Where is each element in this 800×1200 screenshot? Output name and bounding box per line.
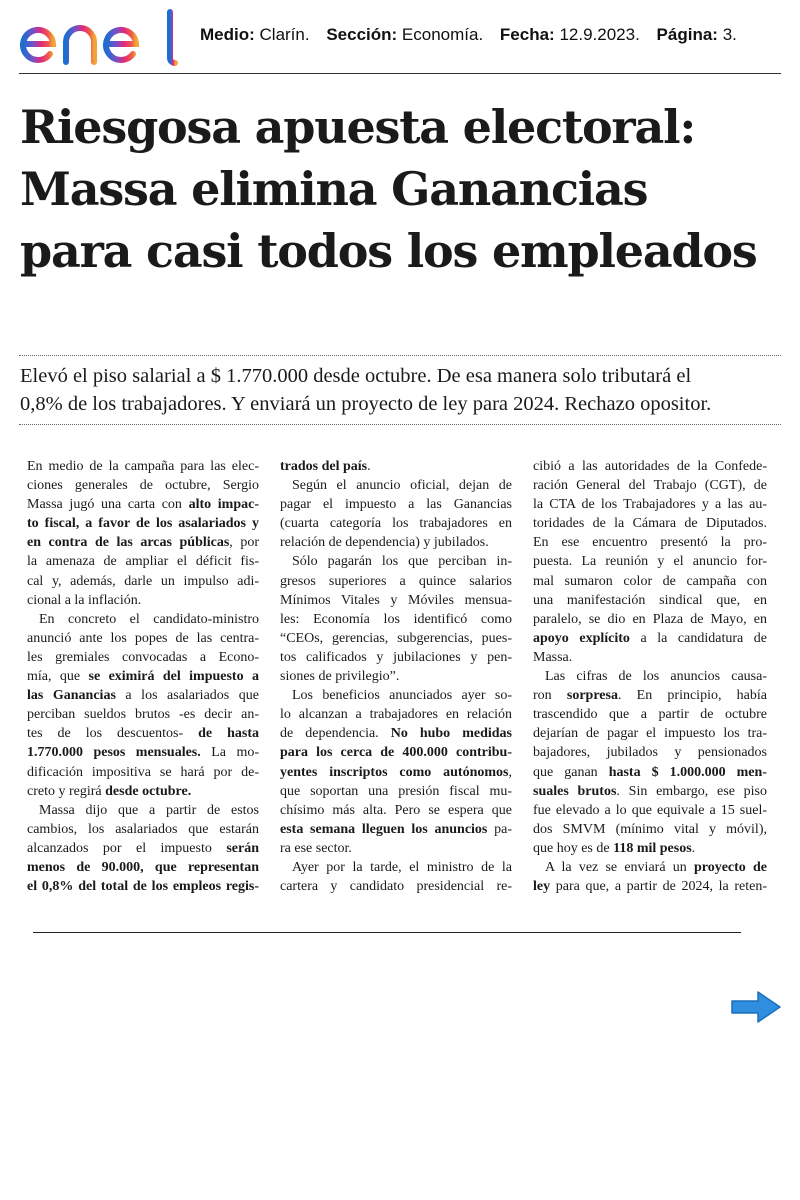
article-text-line [533, 763, 767, 782]
medio-value: Clarín. [259, 25, 310, 44]
article-text-line [280, 591, 512, 610]
text-run: cal y, además, darle un impulso adi- [27, 573, 259, 589]
article-text-line [533, 552, 767, 571]
article-text-line [280, 743, 512, 762]
text-run: anunció ante los popes de las centra- [27, 630, 259, 646]
article-text-line [27, 763, 259, 782]
headline-line: Massa elimina Ganancias [20, 162, 648, 216]
article-text-line [27, 648, 259, 667]
article-text-line [280, 763, 512, 782]
text-run: trascendido que a partir de octubre [533, 707, 767, 723]
bold-text: trados del país [280, 459, 368, 474]
article-text-line [27, 839, 259, 858]
text-run: Massa. [533, 649, 573, 665]
text-run: Mínimos Vitales y Móviles mensua- [280, 592, 512, 608]
clipping-meta [200, 25, 737, 45]
text-run: cartera y candidato presidencial re- [280, 879, 512, 895]
article-text-line [533, 629, 767, 648]
article-text-line [27, 476, 259, 495]
text-run: ron [533, 688, 567, 704]
text-run: alcanzados por el impuesto [27, 840, 227, 856]
article-text-line [27, 514, 259, 533]
article-text-line [280, 705, 512, 724]
article-text-line [27, 686, 259, 705]
article-text-line [533, 610, 767, 629]
text-run: que hoy es de [533, 840, 614, 856]
subhead-divider-bottom [19, 424, 781, 425]
bold-text: menos de 90.000, que representan [27, 859, 259, 875]
article-text-line [27, 533, 259, 552]
text-run: relación de dependencia) y jubilados. [280, 535, 489, 551]
header-divider [19, 73, 781, 74]
article-text-line [280, 667, 512, 686]
article-text-line [27, 820, 259, 839]
bold-text: yentes inscriptos como autónomos [280, 764, 509, 780]
text-run: . En principio, había [617, 688, 767, 704]
article-text-line [280, 572, 512, 591]
article-text-line [280, 514, 512, 533]
text-run: fue elevado a lo que equivale a 15 suel- [533, 802, 767, 818]
article-text-line [27, 552, 259, 571]
article-text-line [533, 686, 767, 705]
text-run: paralelo, se dio en Plaza de Mayo, en [533, 611, 767, 627]
article-text-line [27, 877, 259, 896]
article-text-line [280, 686, 512, 705]
text-run: Ayer por la tarde, el ministro de la [292, 859, 512, 875]
article-text-line [280, 552, 512, 571]
article-text-line [280, 782, 512, 801]
seccion-label: Sección: [326, 25, 398, 44]
text-run: a los asalariados que [115, 688, 259, 704]
article-text-line [280, 457, 512, 476]
article-text-line [533, 858, 767, 877]
bold-text: hasta $ 1.000.000 men- [608, 764, 767, 780]
text-run: Los beneficios anunciados ayer so- [292, 688, 512, 704]
article-text-line [533, 533, 767, 552]
text-run: , por [229, 535, 259, 551]
bold-text: proyecto de [693, 859, 767, 875]
article-text-line [533, 877, 767, 896]
text-run: En concreto el candidato-ministro [39, 611, 259, 627]
text-run: les gremiales convocadas a Econo- [27, 649, 259, 665]
bold-text: ley [533, 879, 551, 895]
article-text-line [280, 533, 512, 552]
article-text-line [280, 495, 512, 514]
text-run: toridades de la Cámara de Diputados. [533, 516, 767, 532]
text-run: , [508, 764, 512, 780]
text-run: creto y regirá [27, 783, 106, 799]
text-run: mal sumaron color de campaña con [533, 573, 767, 589]
article-text-line [533, 667, 767, 686]
text-run: una manifestación sindical que, en [533, 592, 767, 608]
article-text-line [27, 724, 259, 743]
article-text-line [280, 858, 512, 877]
text-run: la amenaza de ampliar el déficit fis- [27, 554, 259, 570]
text-run: para que, a partir de 2024, la reten- [550, 879, 767, 895]
article-headline [20, 96, 790, 282]
article-text-line [27, 610, 259, 629]
bold-text: No hubo medidas [390, 726, 512, 742]
text-run: lo alcanzan a trabajadores en relación [280, 707, 512, 723]
clipping-header [0, 0, 800, 75]
text-run: En ese encuentro presentó la pro- [533, 535, 767, 551]
text-run: Las cifras de los anuncios causa- [545, 669, 767, 685]
bold-text: suales brutos [533, 783, 617, 799]
arrow-right-icon[interactable] [730, 990, 782, 1024]
pagina-label: Página: [656, 25, 718, 44]
article-text-line [27, 858, 259, 877]
bold-text: de hasta [198, 726, 259, 742]
article-text-line [280, 877, 512, 896]
text-run: . Sin embargo, ese piso [616, 783, 767, 799]
text-run: chísimo más alta. Pero se espera que [280, 802, 512, 818]
medio-label: Medio: [200, 25, 255, 44]
article-text-line [280, 839, 512, 858]
text-run: siones de privilegio”. [280, 669, 400, 685]
text-run: pa- [487, 821, 512, 837]
article-text-line [280, 629, 512, 648]
bold-text: desde octubre. [105, 783, 192, 799]
enel-logo [18, 6, 183, 68]
article-text-line [27, 705, 259, 724]
article-text-line [27, 457, 259, 476]
text-run: de dependencia. [280, 726, 391, 742]
text-run: dejarían de pagar el impuesto los tra- [533, 726, 767, 742]
article-text-line [533, 839, 767, 858]
article-text-line [27, 782, 259, 801]
text-run: En medio de la campaña para las elec- [27, 459, 259, 474]
article-text-line [533, 514, 767, 533]
text-run: tos calificados y jubilaciones y pen- [280, 649, 512, 665]
article-text-line [533, 495, 767, 514]
text-run: ciones generales de octubre, Sergio [27, 478, 259, 494]
bold-text: to fiscal, a favor de los asalariados y [27, 516, 259, 532]
article-text-line [533, 782, 767, 801]
text-run: perciban sueldos brutos -es decir an- [27, 707, 259, 723]
text-run: bajadores, jubilados y pensionados [533, 745, 767, 761]
article-text-line [533, 705, 767, 724]
article-column-1 [27, 457, 259, 896]
bold-text: 118 mil pesos [613, 840, 692, 856]
bold-text: esta semana lleguen los anuncios [280, 821, 488, 837]
bold-text: las Ganancias [27, 688, 116, 704]
article-text-line [533, 820, 767, 839]
text-run: tes de los descuentos- [27, 726, 199, 742]
text-run: cibió a las autoridades de la Confede- [533, 459, 767, 474]
text-run: (cuarta categoría los trabajadores en [280, 516, 512, 532]
article-text-line [280, 610, 512, 629]
subhead-line: 0,8% de los trabajadores. Y enviará un proyecto de ley para 2024. Rechazo opositor. [20, 393, 712, 415]
article-column-3 [533, 457, 767, 896]
text-run: a la candidatura de [629, 630, 767, 646]
article-text-line [280, 801, 512, 820]
article-end-divider [33, 932, 741, 933]
pagina-value: 3. [722, 25, 737, 44]
seccion-value: Economía. [401, 25, 484, 44]
text-run: Massa jugó una carta con [27, 497, 189, 513]
article-text-line [533, 648, 767, 667]
article-text-line [533, 724, 767, 743]
text-run: dos SMVM (mínimo vital y móvil), [533, 821, 767, 837]
article-text-line [27, 743, 259, 762]
article-column-2 [280, 457, 512, 896]
bold-text: apoyo explícito [533, 630, 630, 646]
article-text-line [27, 629, 259, 648]
bold-text: se eximirá del impuesto a [88, 669, 259, 685]
text-run: puesta. La reunión y el anuncio for- [533, 554, 767, 570]
text-run: ración General del Trabajo (CGT), de [533, 478, 767, 494]
article-text-line [533, 476, 767, 495]
fecha-label: Fecha: [499, 25, 555, 44]
headline-line: para casi todos los empleados [20, 224, 757, 278]
bold-text: sorpresa [566, 688, 618, 704]
subhead-divider-top [19, 355, 781, 356]
bold-text: 1.770.000 pesos mensuales. [27, 745, 201, 761]
text-run: La mo- [200, 745, 259, 761]
bold-text: alto impac- [188, 497, 259, 513]
text-run: Según el anuncio oficial, dejan de [292, 478, 512, 494]
text-run: cional a la inflación. [27, 592, 142, 608]
text-run: la CTA de los Trabajadores y a las au- [533, 497, 767, 513]
article-text-line [533, 572, 767, 591]
article-text-line [280, 648, 512, 667]
text-run: Sólo pagarán los que perciban in- [292, 554, 512, 570]
text-run: ra ese sector. [280, 840, 352, 856]
article-text-line [27, 572, 259, 591]
text-run: . [367, 459, 371, 474]
article-subhead [20, 362, 790, 418]
article-text-line [27, 801, 259, 820]
fecha-value: 12.9.2023. [559, 25, 640, 44]
article-text-line [533, 801, 767, 820]
article-text-line [533, 457, 767, 476]
article-text-line [27, 495, 259, 514]
text-run: gresos superiores a quince salarios [280, 573, 512, 589]
text-run: Massa dijo que a partir de estos [39, 802, 259, 818]
article-text-line [27, 667, 259, 686]
headline-line: Riesgosa apuesta electoral: [20, 100, 696, 154]
article-text-line [280, 724, 512, 743]
text-run: mía, que [27, 669, 89, 685]
bold-text: serán [226, 840, 259, 856]
article-text-line [27, 591, 259, 610]
bold-text: en contra de las arcas públicas [27, 535, 230, 551]
text-run: les: Economía los identificó como [280, 611, 512, 627]
text-run: que soportan una presión fiscal mu- [280, 783, 512, 799]
article-text-line [280, 476, 512, 495]
subhead-line: Elevó el piso salarial a $ 1.770.000 desde octubre. De esa manera solo tributará el [20, 365, 692, 387]
text-run: dificación impositiva se hará por de- [27, 764, 259, 780]
bold-text: para los cerca de 400.000 contribu- [280, 745, 512, 761]
article-text-line [280, 820, 512, 839]
article-text-line [533, 743, 767, 762]
bold-text: el 0,8% del total de los empleos regis- [27, 879, 259, 895]
text-run: . [691, 840, 696, 856]
article-text-line [533, 591, 767, 610]
text-run: que ganan [533, 764, 609, 780]
text-run: A la vez se enviará un [545, 859, 694, 875]
text-run: pagar el impuesto a las Ganancias [280, 497, 512, 513]
text-run: “CEOs, gerencias, subgerencias, pues- [280, 630, 512, 646]
text-run: cambios, los asalariados que estarán [27, 821, 259, 837]
